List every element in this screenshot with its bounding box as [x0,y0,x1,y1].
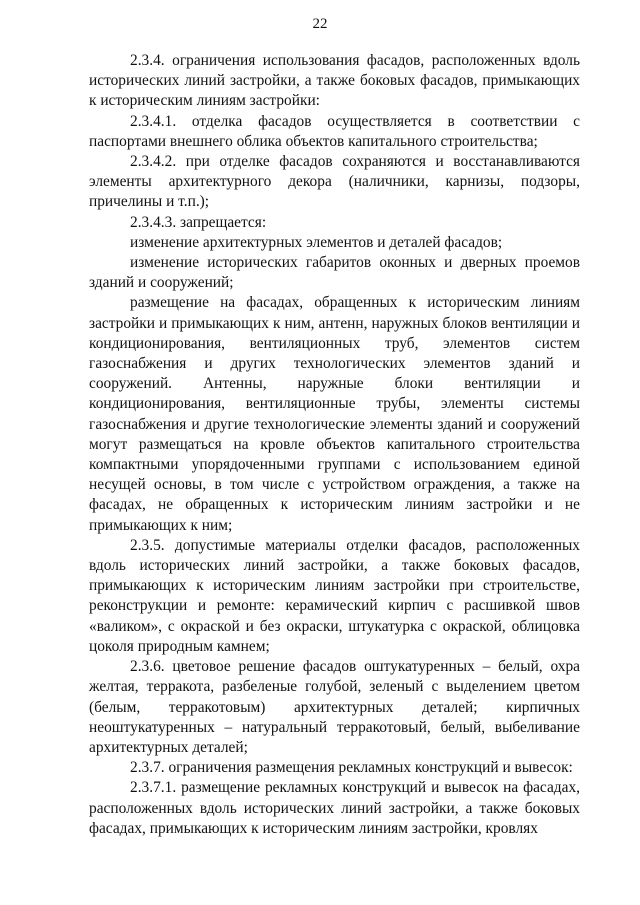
paragraph-2-3-4-2: 2.3.4.2. при отделке фасадов сохраняются и восстанавливаются элементы архитектурного декора (наличники, карнизы, подзоры, причелины и т.п.); [89,153,580,211]
paragraph-prohibition-openings: изменение исторических габаритов оконных и дверных проемов зданий и сооружений; [89,254,580,292]
document-body [89,51,580,839]
paragraph-2-3-7-1: 2.3.7.1. размещение рекламных конструкций и вывесок на фасадах, расположенных вдоль исторических линий застройки, а также боковых фасадах, примыкающих к историческим линиям застройки, кровлях [89,779,580,837]
page-number: 22 [312,16,328,32]
paragraph-2-3-6: 2.3.6. цветовое решение фасадов оштукатуренных – белый, охра желтая, терракота, разбеленые голубой, зеленый с выделением цветом (белым, терракотовым) архитектурных деталей; кирпичных неоштукатуренных – натуральный терракотовый, белый, выбеливание архитектурных деталей; [89,658,580,756]
paragraph-2-3-4-1: 2.3.4.1. отделка фасадов осуществляется в соответствии с паспортами внешнего облика объектов капитального строительства; [89,112,580,150]
paragraph-prohibition-architectural-elements: изменение архитектурных элементов и деталей фасадов; [130,233,503,251]
paragraph-2-3-4-3: 2.3.4.3. запрещается: [130,213,267,231]
paragraph-2-3-7: 2.3.7. ограничения размещения рекламных конструкций и вывесок: [130,759,573,777]
paragraph-prohibition-equipment: размещение на фасадах, обращенных к историческим линиям застройки и примыкающих к ним, антенн, наружных блоков вентиляции и кондиционирования, вентиляционных труб, элементов систем газоснабжения и других технологических элементов зданий и сооружений. Антенны, наружные блоки вентиляции и кондиционирования, вентиляционные трубы, элементы системы газоснабжения и другие технологические элементы зданий и сооружений могут размещаться на кровле объектов капитального строительства компактными упорядоченными группами с использованием единой несущей основы, в том числе с устройством ограждения, а также на фасадах, не обращенных к историческим линиям застройки и не примыкающих к ним; [89,294,580,534]
paragraph-2-3-5: 2.3.5. допустимые материалы отделки фасадов, расположенных вдоль исторических линий застройки, а также боковых фасадов, примыкающих к историческим линиям застройки при строительстве, реконструкции и ремонте: керамический кирпич с расшивкой швов «валиком», с окраской и без окраски, штукатурка с окраской, облицовка цоколя природным камнем; [89,536,580,655]
paragraph-2-3-4: 2.3.4. ограничения использования фасадов, расположенных вдоль исторических линий застройки, а также боковых фасадов, примыкающих к историческим линиям застройки: [89,52,580,110]
